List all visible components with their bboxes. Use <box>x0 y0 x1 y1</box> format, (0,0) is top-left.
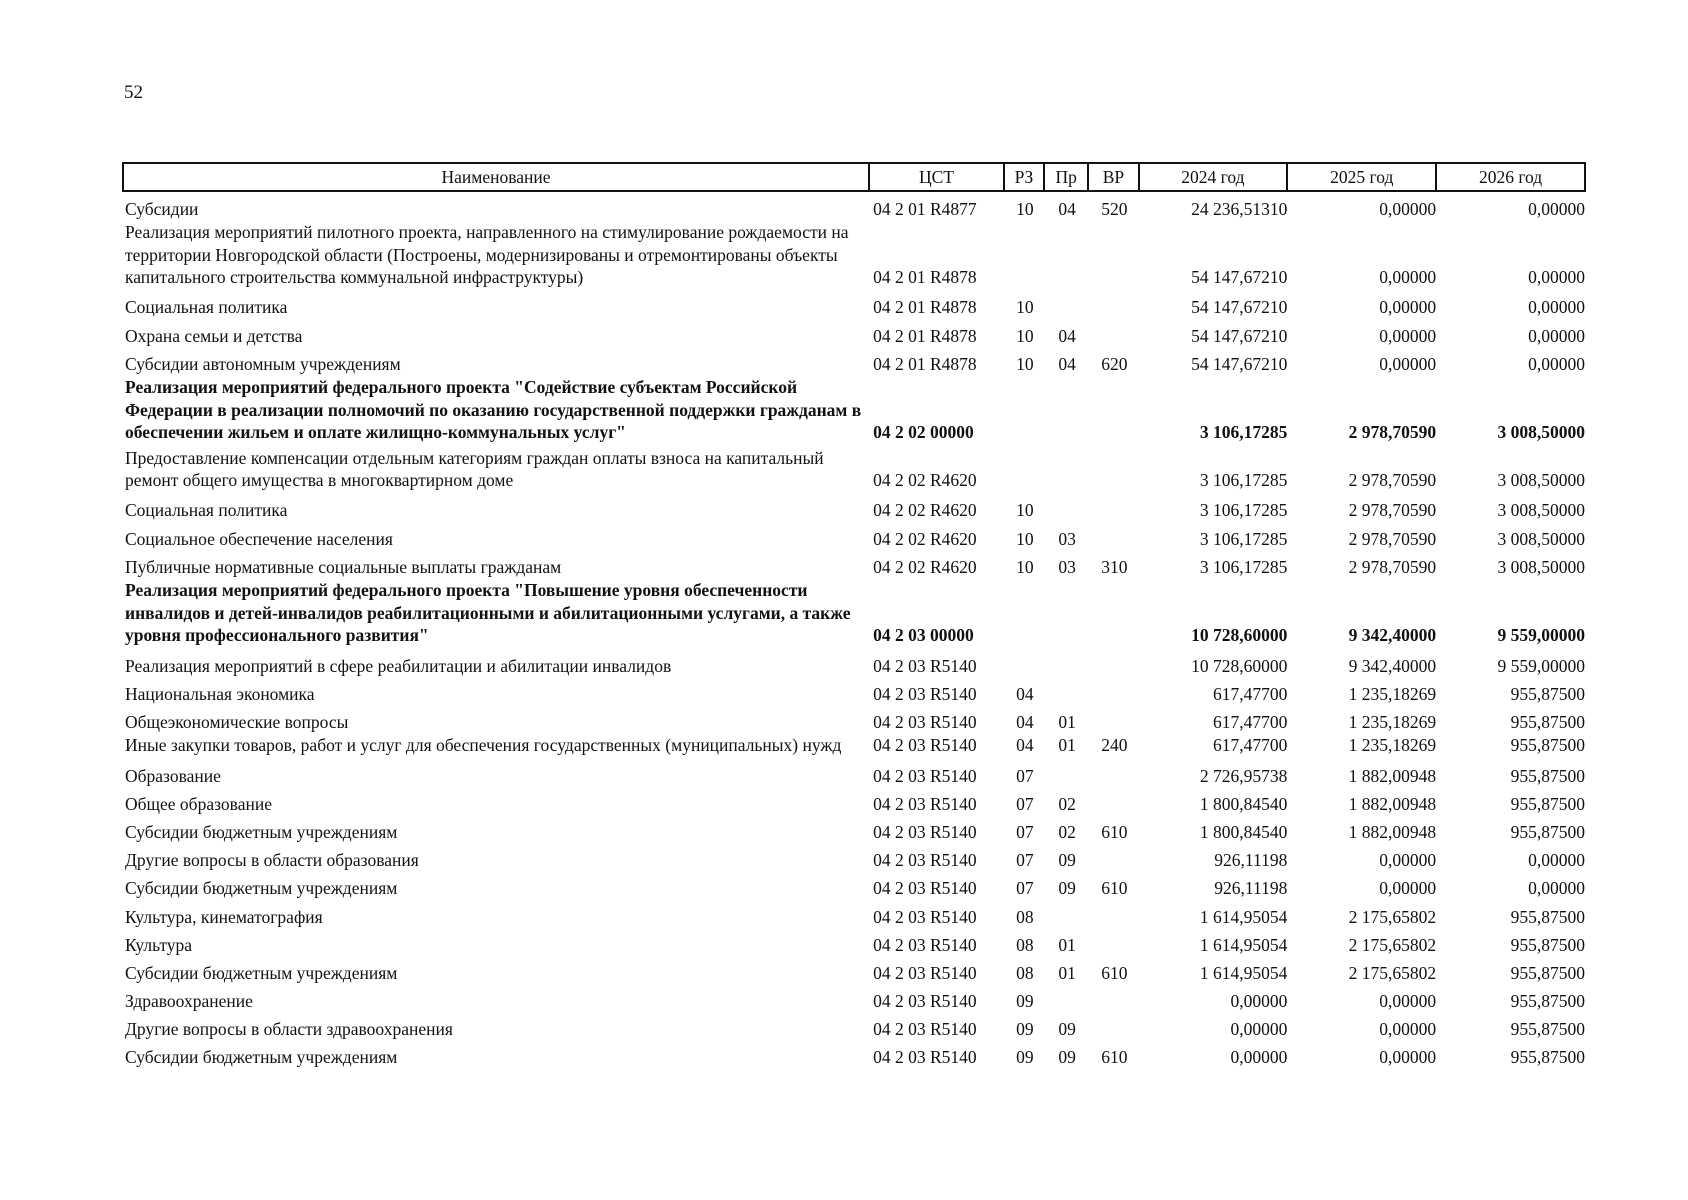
cell-vr <box>1088 787 1138 815</box>
cell-rz: 04 <box>1016 683 1034 704</box>
page-number: 52 <box>124 82 143 103</box>
cell-name: Общеэкономические вопросы <box>125 711 349 732</box>
cell-2026: 955,87500 <box>1510 821 1585 842</box>
cell-2024: 3 106,17285 <box>1199 528 1288 549</box>
cell-2024: 926,11198 <box>1214 878 1288 899</box>
cell-vr <box>1088 291 1138 319</box>
cell-vr <box>1088 1013 1138 1041</box>
cell-pr: 09 <box>1058 1047 1076 1068</box>
cell-2024: 10 728,60000 <box>1191 655 1288 676</box>
header-cst: ЦСТ <box>869 163 1004 191</box>
cell-rz: 10 <box>1016 353 1034 374</box>
cell-2025: 2 978,70590 <box>1348 500 1437 521</box>
cell-rz: 04 <box>1016 711 1034 732</box>
table-body <box>123 191 1585 1069</box>
header-2026: 2026 год <box>1436 163 1585 191</box>
cell-vr: 610 <box>1101 1047 1128 1068</box>
table-row <box>123 347 1585 375</box>
cell-name: Реализация мероприятий в сфере реабилитации и абилитации инвалидов <box>125 655 672 676</box>
cell-cst: 04 2 03 R5140 <box>873 683 977 704</box>
cell-rz: 10 <box>1016 500 1034 521</box>
cell-2024: 2 726,95738 <box>1199 765 1288 786</box>
cell-name: Национальная экономика <box>125 683 315 704</box>
cell-cst: 04 2 03 R5140 <box>873 1047 977 1068</box>
cell-2026: 955,87500 <box>1510 934 1585 955</box>
cell-2026: 955,87500 <box>1510 906 1585 927</box>
cell-rz: 09 <box>1016 1047 1034 1068</box>
cell-cst: 04 2 03 00000 <box>873 625 974 646</box>
cell-2025: 1 235,18269 <box>1348 735 1437 756</box>
cell-pr: 01 <box>1058 711 1076 732</box>
cell-2025: 0,00000 <box>1379 198 1437 219</box>
cell-cst: 04 2 03 R5140 <box>873 850 977 871</box>
cell-name: Социальная политика <box>125 500 288 521</box>
cell-vr: 620 <box>1101 353 1128 374</box>
table-row <box>123 928 1585 956</box>
cell-2024: 1 614,95054 <box>1199 906 1288 927</box>
header-row <box>123 163 1585 191</box>
cell-vr <box>1088 705 1138 733</box>
cell-pr: 01 <box>1058 934 1076 955</box>
table-row <box>123 787 1585 815</box>
cell-name: Субсидии бюджетным учреждениям <box>125 878 398 899</box>
table-row <box>123 446 1585 494</box>
header-name: Наименование <box>123 163 869 191</box>
cell-pr <box>1044 984 1088 1012</box>
cell-cst: 04 2 03 R5140 <box>873 655 977 676</box>
cell-2024: 926,11198 <box>1214 850 1288 871</box>
cell-2025: 0,00000 <box>1379 297 1437 318</box>
cell-2025: 2 175,65802 <box>1348 934 1437 955</box>
table-row <box>123 872 1585 900</box>
cell-name: Культура, кинематография <box>125 906 323 927</box>
cell-cst: 04 2 03 R5140 <box>873 821 977 842</box>
cell-cst: 04 2 02 R4620 <box>873 470 977 491</box>
cell-pr: 02 <box>1058 821 1076 842</box>
table-row <box>123 815 1585 843</box>
table-row <box>123 733 1585 759</box>
cell-cst: 04 2 03 R5140 <box>873 711 977 732</box>
cell-2024: 3 106,17285 <box>1199 556 1288 577</box>
cell-rz: 10 <box>1016 198 1034 219</box>
cell-2024: 54 147,67210 <box>1191 353 1288 374</box>
cell-name: Культура <box>125 934 193 955</box>
table-row <box>123 578 1585 649</box>
cell-2025: 0,00000 <box>1379 325 1437 346</box>
cell-vr <box>1088 677 1138 705</box>
cell-name: Социальное обеспечение населения <box>125 528 393 549</box>
cell-rz: 07 <box>1016 765 1034 786</box>
cell-2026: 0,00000 <box>1528 267 1585 288</box>
cell-2026: 0,00000 <box>1528 878 1585 899</box>
budget-table <box>122 162 1586 1069</box>
cell-name: Субсидии бюджетным учреждениям <box>125 821 398 842</box>
cell-pr <box>1044 677 1088 705</box>
cell-pr: 03 <box>1058 556 1076 577</box>
cell-2025: 0,00000 <box>1379 267 1437 288</box>
cell-name: Реализация мероприятий пилотного проекта, направленного на стимулирование рождаемости на территории Новгородской области (Построены, модернизированы и отремонтированы объекты капитального строительства коммунальной инфраструктуры) <box>125 222 849 288</box>
table-row <box>123 494 1585 522</box>
cell-cst: 04 2 03 R5140 <box>873 1019 977 1040</box>
cell-2026: 955,87500 <box>1510 735 1585 756</box>
cell-2026: 955,87500 <box>1510 1019 1585 1040</box>
cell-rz: 04 <box>1016 735 1034 756</box>
cell-2026: 0,00000 <box>1528 198 1585 219</box>
cell-pr <box>1044 494 1088 522</box>
cell-2026: 0,00000 <box>1528 850 1585 871</box>
cell-2024: 3 106,17285 <box>1199 422 1288 443</box>
cell-vr <box>1088 522 1138 550</box>
cell-2026: 955,87500 <box>1510 1047 1585 1068</box>
cell-vr <box>1088 319 1138 347</box>
cell-name: Предоставление компенсации отдельным категориям граждан оплаты взноса на капитальный ремонт общего имущества в многоквартирном доме <box>125 447 824 491</box>
header-pr: Пр <box>1044 163 1088 191</box>
table-row <box>123 522 1585 550</box>
cell-2026: 955,87500 <box>1510 711 1585 732</box>
cell-name: Субсидии бюджетным учреждениям <box>125 1047 398 1068</box>
cell-2024: 54 147,67210 <box>1191 297 1288 318</box>
cell-2026: 9 559,00000 <box>1497 625 1585 646</box>
cell-cst: 04 2 03 R5140 <box>873 991 977 1012</box>
cell-2024: 54 147,67210 <box>1191 325 1288 346</box>
cell-2026: 955,87500 <box>1510 683 1585 704</box>
cell-2026: 3 008,50000 <box>1497 422 1585 443</box>
table-row <box>123 220 1585 291</box>
table-row <box>123 319 1585 347</box>
cell-vr: 610 <box>1101 821 1128 842</box>
cell-vr <box>1088 649 1138 677</box>
cell-rz <box>1004 375 1044 446</box>
cell-vr <box>1088 928 1138 956</box>
cell-2025: 1 882,00948 <box>1348 793 1437 814</box>
cell-2025: 0,00000 <box>1379 991 1437 1012</box>
cell-pr: 01 <box>1058 962 1076 983</box>
cell-2024: 3 106,17285 <box>1199 470 1288 491</box>
cell-pr: 02 <box>1058 793 1076 814</box>
cell-name: Социальная политика <box>125 297 288 318</box>
cell-name: Реализация мероприятий федерального проекта "Повышение уровня обеспеченности инвалидов и детей-инвалидов реабилитационными и абилитационными услугами, а также уровня профессионального развития" <box>125 580 851 646</box>
cell-rz: 07 <box>1016 793 1034 814</box>
table-row <box>123 191 1585 220</box>
cell-2026: 3 008,50000 <box>1497 556 1585 577</box>
cell-name: Общее образование <box>125 793 272 814</box>
table-row <box>123 956 1585 984</box>
cell-rz: 10 <box>1016 556 1034 577</box>
cell-2026: 955,87500 <box>1510 991 1585 1012</box>
cell-name: Субсидии бюджетным учреждениям <box>125 962 398 983</box>
cell-pr: 09 <box>1058 1019 1076 1040</box>
cell-2026: 955,87500 <box>1510 962 1585 983</box>
header-2024: 2024 год <box>1139 163 1288 191</box>
cell-pr <box>1044 578 1088 649</box>
cell-name: Публичные нормативные социальные выплаты гражданам <box>125 556 562 577</box>
cell-cst: 04 2 03 R5140 <box>873 765 977 786</box>
cell-cst: 04 2 01 R4878 <box>873 325 977 346</box>
cell-2024: 3 106,17285 <box>1199 500 1288 521</box>
table-row <box>123 705 1585 733</box>
cell-name: Субсидии <box>125 198 199 219</box>
cell-pr <box>1044 446 1088 494</box>
cell-cst: 04 2 01 R4877 <box>873 198 977 219</box>
cell-rz: 07 <box>1016 821 1034 842</box>
cell-rz <box>1004 220 1044 291</box>
cell-2024: 617,47700 <box>1212 683 1288 704</box>
cell-pr: 04 <box>1058 353 1076 374</box>
cell-2025: 1 235,18269 <box>1348 683 1437 704</box>
table-row <box>123 1013 1585 1041</box>
cell-pr <box>1044 220 1088 291</box>
cell-pr: 04 <box>1058 198 1076 219</box>
cell-2025: 2 978,70590 <box>1348 528 1437 549</box>
cell-2024: 1 800,84540 <box>1199 793 1288 814</box>
table-header <box>123 163 1585 191</box>
cell-2026: 0,00000 <box>1528 297 1585 318</box>
cell-cst: 04 2 02 00000 <box>873 422 974 443</box>
cell-rz: 08 <box>1016 906 1034 927</box>
header-2025: 2025 год <box>1287 163 1436 191</box>
cell-name: Реализация мероприятий федерального проекта "Содействие субъектам Российской Федерации в реализации полномочий по оказанию государственной поддержки гражданам в обеспечении жильем и оплате жилищно-коммунальных услуг" <box>125 377 862 443</box>
table-row <box>123 900 1585 928</box>
cell-vr: 610 <box>1101 962 1128 983</box>
cell-rz: 10 <box>1016 528 1034 549</box>
cell-2025: 9 342,40000 <box>1348 625 1437 646</box>
cell-rz: 10 <box>1016 297 1034 318</box>
cell-rz <box>1004 578 1044 649</box>
cell-cst: 04 2 02 R4620 <box>873 556 977 577</box>
cell-vr <box>1088 843 1138 871</box>
cell-2026: 955,87500 <box>1510 765 1585 786</box>
cell-2025: 2 978,70590 <box>1348 422 1437 443</box>
cell-vr: 520 <box>1101 198 1128 219</box>
cell-cst: 04 2 03 R5140 <box>873 793 977 814</box>
cell-vr <box>1088 494 1138 522</box>
cell-vr <box>1088 984 1138 1012</box>
cell-rz: 08 <box>1016 934 1034 955</box>
cell-2024: 10 728,60000 <box>1191 625 1288 646</box>
cell-2024: 617,47700 <box>1212 735 1288 756</box>
table-row <box>123 649 1585 677</box>
cell-pr <box>1044 759 1088 787</box>
cell-cst: 04 2 03 R5140 <box>873 962 977 983</box>
cell-rz: 09 <box>1016 991 1034 1012</box>
cell-2026: 955,87500 <box>1510 793 1585 814</box>
cell-rz: 07 <box>1016 878 1034 899</box>
cell-vr: 610 <box>1101 878 1128 899</box>
table-row <box>123 984 1585 1012</box>
cell-2025: 1 882,00948 <box>1348 765 1437 786</box>
cell-2026: 0,00000 <box>1528 353 1585 374</box>
cell-2025: 0,00000 <box>1379 850 1437 871</box>
cell-2025: 2 175,65802 <box>1348 906 1437 927</box>
cell-2025: 0,00000 <box>1379 1019 1437 1040</box>
cell-2024: 0,00000 <box>1230 1047 1288 1068</box>
cell-2024: 0,00000 <box>1230 1019 1288 1040</box>
cell-2025: 2 978,70590 <box>1348 556 1437 577</box>
cell-2025: 9 342,40000 <box>1348 655 1437 676</box>
cell-2026: 0,00000 <box>1528 325 1585 346</box>
cell-2025: 0,00000 <box>1379 878 1437 899</box>
cell-2025: 0,00000 <box>1379 353 1437 374</box>
cell-cst: 04 2 01 R4878 <box>873 297 977 318</box>
cell-cst: 04 2 01 R4878 <box>873 353 977 374</box>
cell-pr <box>1044 649 1088 677</box>
cell-pr <box>1044 900 1088 928</box>
cell-2024: 54 147,67210 <box>1191 267 1288 288</box>
table-row <box>123 291 1585 319</box>
cell-rz: 09 <box>1016 1019 1034 1040</box>
cell-pr <box>1044 375 1088 446</box>
cell-pr: 03 <box>1058 528 1076 549</box>
cell-vr <box>1088 220 1138 291</box>
cell-pr: 09 <box>1058 878 1076 899</box>
table-row <box>123 375 1585 446</box>
cell-2024: 617,47700 <box>1212 711 1288 732</box>
cell-2024: 0,00000 <box>1230 991 1288 1012</box>
cell-rz: 10 <box>1016 325 1034 346</box>
cell-vr <box>1088 446 1138 494</box>
cell-cst: 04 2 02 R4620 <box>873 500 977 521</box>
cell-name: Другие вопросы в области образования <box>125 850 419 871</box>
cell-name: Другие вопросы в области здравоохранения <box>125 1019 453 1040</box>
cell-name: Охрана семьи и детства <box>125 325 303 346</box>
cell-2025: 0,00000 <box>1379 1047 1437 1068</box>
cell-cst: 04 2 03 R5140 <box>873 934 977 955</box>
cell-pr <box>1044 291 1088 319</box>
cell-rz <box>1004 649 1044 677</box>
cell-name: Иные закупки товаров, работ и услуг для обеспечения государственных (муниципальных) нужд <box>125 735 842 756</box>
cell-2024: 1 800,84540 <box>1199 821 1288 842</box>
cell-vr <box>1088 900 1138 928</box>
cell-rz: 07 <box>1016 850 1034 871</box>
cell-pr: 09 <box>1058 850 1076 871</box>
cell-2024: 24 236,51310 <box>1191 198 1288 219</box>
header-vr: ВР <box>1088 163 1138 191</box>
cell-rz <box>1004 446 1044 494</box>
cell-2025: 2 978,70590 <box>1348 470 1437 491</box>
cell-2026: 3 008,50000 <box>1497 500 1585 521</box>
cell-2025: 1 882,00948 <box>1348 821 1437 842</box>
cell-cst: 04 2 03 R5140 <box>873 906 977 927</box>
table-row <box>123 1041 1585 1069</box>
cell-2024: 1 614,95054 <box>1199 934 1288 955</box>
cell-vr: 240 <box>1101 735 1128 756</box>
table-row <box>123 759 1585 787</box>
table-row <box>123 550 1585 578</box>
cell-cst: 04 2 03 R5140 <box>873 878 977 899</box>
cell-2025: 1 235,18269 <box>1348 711 1437 732</box>
cell-2026: 9 559,00000 <box>1497 655 1585 676</box>
cell-vr <box>1088 578 1138 649</box>
cell-cst: 04 2 02 R4620 <box>873 528 977 549</box>
cell-cst: 04 2 03 R5140 <box>873 735 977 756</box>
header-rz: РЗ <box>1004 163 1044 191</box>
cell-2026: 3 008,50000 <box>1497 470 1585 491</box>
cell-rz: 08 <box>1016 962 1034 983</box>
cell-vr <box>1088 759 1138 787</box>
cell-pr: 04 <box>1058 325 1076 346</box>
cell-vr: 310 <box>1101 556 1128 577</box>
cell-vr <box>1088 375 1138 446</box>
table-row <box>123 843 1585 871</box>
cell-cst: 04 2 01 R4878 <box>873 267 977 288</box>
cell-2025: 2 175,65802 <box>1348 962 1437 983</box>
cell-pr: 01 <box>1058 735 1076 756</box>
cell-2026: 3 008,50000 <box>1497 528 1585 549</box>
cell-name: Образование <box>125 765 221 786</box>
cell-name: Здравоохранение <box>125 991 253 1012</box>
table-row <box>123 677 1585 705</box>
cell-2024: 1 614,95054 <box>1199 962 1288 983</box>
cell-name: Субсидии автономным учреждениям <box>125 353 401 374</box>
